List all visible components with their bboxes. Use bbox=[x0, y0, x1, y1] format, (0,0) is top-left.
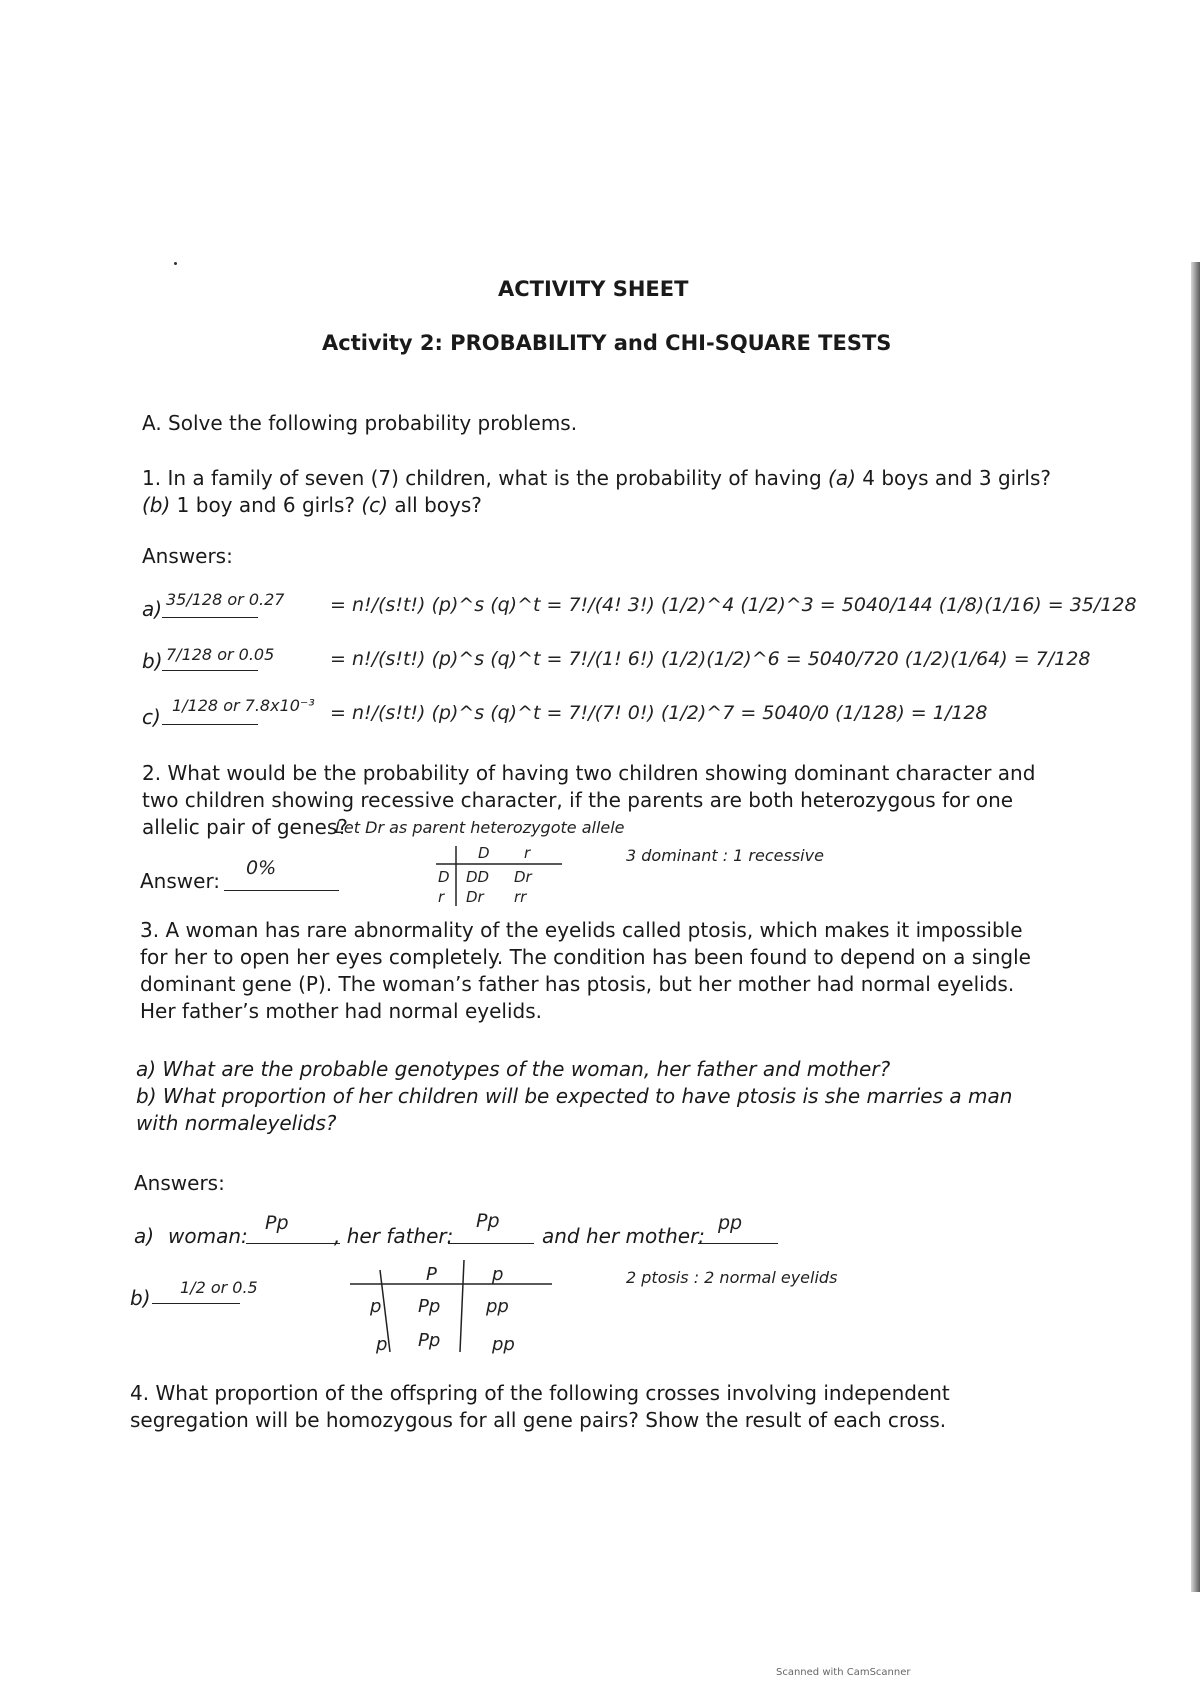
q3-woman-answer: Pp bbox=[265, 1212, 289, 1234]
q1-line-2: (b) 1 boy and 6 girls? (c) all boys? bbox=[142, 493, 482, 517]
q1-answers-label: Answers: bbox=[142, 544, 233, 568]
q2-punnett-cell: Dr bbox=[514, 868, 532, 886]
scanner-watermark: Scanned with CamScanner bbox=[776, 1667, 911, 1678]
q1-c-answer: 1/128 or 7.8x10⁻³ bbox=[172, 696, 315, 715]
q3-b-blank bbox=[152, 1303, 240, 1304]
q1-c-blank bbox=[162, 724, 258, 725]
q3-mother-blank bbox=[698, 1243, 778, 1244]
page-subtitle: Activity 2: PROBABILITY and CHI-SQUARE TESTS bbox=[322, 331, 892, 355]
q3-punnett-square bbox=[346, 1256, 556, 1356]
q2-punnett-col-2: r bbox=[524, 844, 531, 862]
q1-b-answer: 7/128 or 0.05 bbox=[166, 645, 275, 664]
q3-mother-answer: pp bbox=[718, 1212, 743, 1234]
q3-punnett-cell: pp bbox=[492, 1334, 515, 1355]
q1-a-label: a) bbox=[142, 597, 163, 621]
q2-punnett-cell: DD bbox=[466, 868, 490, 886]
q2-answer-label: Answer: bbox=[140, 869, 221, 893]
q2-punnett-row-2: r bbox=[438, 888, 445, 906]
q3-punnett-vline-2 bbox=[460, 1260, 464, 1352]
scan-edge-shadow bbox=[1191, 262, 1200, 1592]
section-a-heading: A. Solve the following probability problems. bbox=[142, 411, 578, 435]
q2-note: Let Dr as parent heterozygote allele bbox=[335, 818, 625, 837]
q3-a-label: a) bbox=[134, 1224, 155, 1248]
q3-b-label: b) bbox=[130, 1286, 151, 1310]
q1-work-a: = n!/(s!t!) (p)^s (q)^t = 7!/(4! 3!) (1/2)^4 (1/2)^3 = 5040/144 (1/8)(1/16) = 35/128 bbox=[330, 594, 1137, 616]
q3-punnett-cell: Pp bbox=[418, 1296, 441, 1317]
q3-mother-label: and her mother: bbox=[542, 1224, 706, 1248]
q3-b-answer: 1/2 or 0.5 bbox=[180, 1278, 258, 1297]
q3-sub-b: b) What proportion of her children will be expected to have ptosis is she marries a man with normaleyelids? bbox=[136, 1084, 1013, 1135]
q3-father-label: , her father: bbox=[334, 1224, 454, 1248]
q3-punnett-row-1: p bbox=[370, 1296, 382, 1317]
q1-b-blank bbox=[162, 670, 258, 671]
q3-woman-label: woman: bbox=[168, 1224, 248, 1248]
q2-ratio: 3 dominant : 1 recessive bbox=[626, 846, 824, 865]
q2-question: 2. What would be the probability of having two children showing dominant character and two children showing recessive character, if the parents are both heterozygous for one allelic pair of genes? bbox=[142, 761, 1036, 839]
q3-punnett-row-2: p bbox=[376, 1334, 388, 1355]
q1-line-1: 1. In a family of seven (7) children, what is the probability of having (a) 4 boys and 3 girls? bbox=[142, 466, 1052, 490]
q3-punnett-col-1: P bbox=[426, 1264, 437, 1285]
q3-punnett-col-2: p bbox=[492, 1264, 504, 1285]
q1-work-c: = n!/(s!t!) (p)^s (q)^t = 7!/(7! 0!) (1/2)^7 = 5040/0 (1/128) = 1/128 bbox=[330, 702, 988, 724]
q3-father-blank bbox=[448, 1243, 534, 1244]
q2-punnett-square bbox=[432, 842, 572, 908]
q3-answers-label: Answers: bbox=[134, 1171, 225, 1195]
q3-question: 3. A woman has rare abnormality of the eyelids called ptosis, which makes it impossible for her to open her eyes completely. The condition has been found to depend on a single dominant gene (P). The woman’s father has ptosis, but her mother had normal eyelids. Her father’s mother had normal eyelids. bbox=[140, 918, 1031, 1023]
q4-question: 4. What proportion of the offspring of the following crosses involving independent segregation will be homozygous for all gene pairs? Show the result of each cross. bbox=[130, 1381, 950, 1432]
q2-punnett-col-1: D bbox=[478, 844, 490, 862]
q3-father-answer: Pp bbox=[476, 1210, 500, 1232]
page-title: ACTIVITY SHEET bbox=[498, 277, 689, 301]
q3-punnett-cell: pp bbox=[486, 1296, 509, 1317]
q2-punnett-cell: rr bbox=[514, 888, 527, 906]
q3-woman-blank bbox=[246, 1243, 340, 1244]
q1-a-answer: 35/128 or 0.27 bbox=[166, 590, 285, 609]
q3-sub-a: a) What are the probable genotypes of the woman, her father and mother? bbox=[136, 1057, 891, 1081]
q1-b-label: b) bbox=[142, 649, 163, 673]
q2-answer-blank bbox=[224, 890, 339, 891]
q3-ratio: 2 ptosis : 2 normal eyelids bbox=[626, 1268, 838, 1287]
q3-punnett-cell: Pp bbox=[418, 1330, 441, 1351]
q2-answer: 0% bbox=[246, 857, 277, 879]
scan-speck bbox=[174, 262, 177, 265]
q1-a-blank bbox=[162, 617, 258, 618]
q1-work-b: = n!/(s!t!) (p)^s (q)^t = 7!/(1! 6!) (1/2)(1/2)^6 = 5040/720 (1/2)(1/64) = 7/128 bbox=[330, 648, 1091, 670]
q1-c-label: c) bbox=[142, 705, 161, 729]
q2-punnett-cell: Dr bbox=[466, 888, 484, 906]
q2-punnett-row-1: D bbox=[438, 868, 450, 886]
